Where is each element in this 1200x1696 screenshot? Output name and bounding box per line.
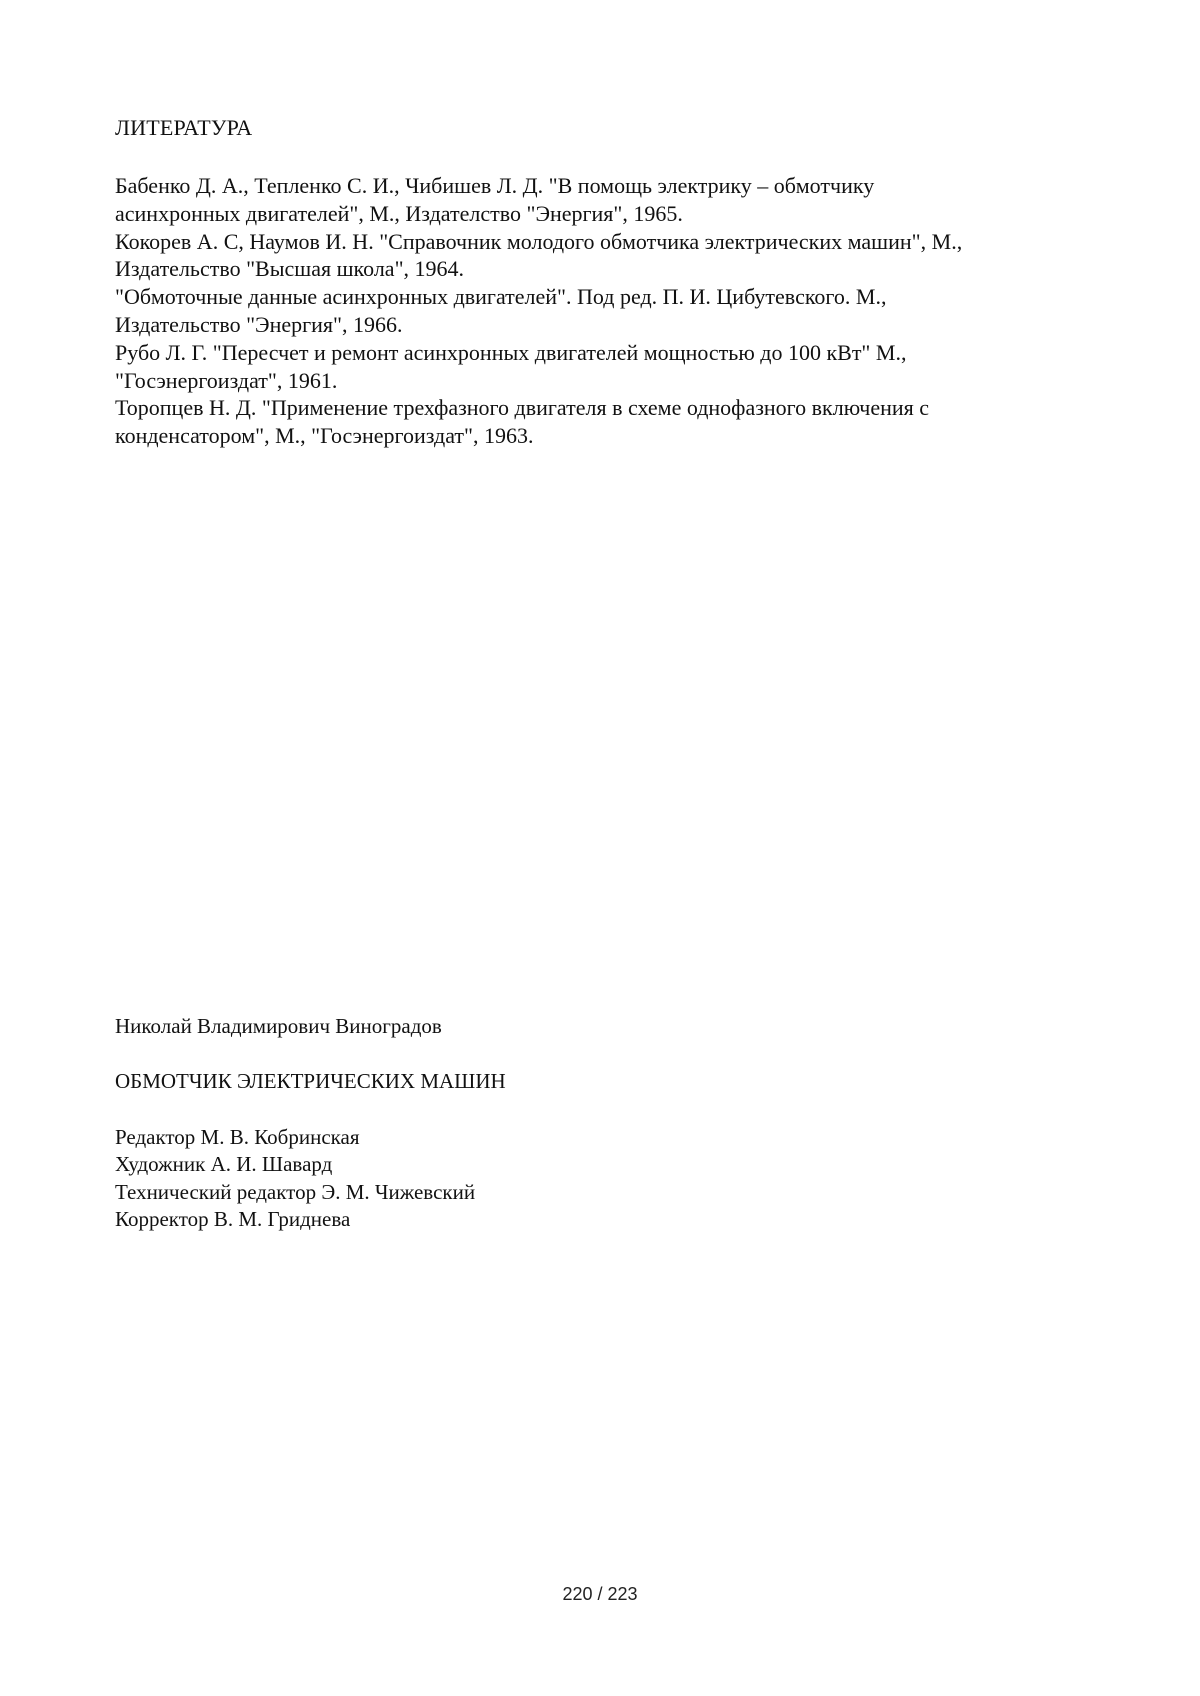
reference-item (115, 283, 1075, 339)
credit-artist: Художник А. И. Шавард (115, 1152, 333, 1177)
page-number: 220 / 223 (562, 1584, 638, 1604)
reference-line: конденсатором", М., "Госэнергоиздат", 1963. (115, 423, 534, 449)
reference-line: "Госэнергоиздат", 1961. (115, 367, 338, 393)
reference-line: Издательство "Энергия", 1966. (115, 311, 403, 337)
reference-item (115, 228, 1075, 284)
reference-line: асинхронных двигателей", М., Издателство "Энергия", 1965. (115, 200, 683, 226)
credit-technical-editor: Технический редактор Э. М. Чижевский (115, 1179, 476, 1204)
reference-line: Издательство "Высшая школа", 1964. (115, 256, 465, 282)
reference-item (115, 339, 1075, 395)
reference-line: Торопцев Н. Д. "Применение трехфазного двигателя в схеме однофазного включения с (115, 395, 930, 421)
book-title: ОБМОТЧИК ЭЛЕКТРИЧЕСКИХ МАШИН (115, 1069, 506, 1093)
reference-list (115, 172, 1075, 450)
credit-proofreader: Корректор В. М. Гриднева (115, 1206, 351, 1231)
section-heading: ЛИТЕРАТУРА (115, 115, 253, 140)
credits-list (115, 1124, 475, 1233)
reference-line: "Обмоточные данные асинхронных двигателей". Под ред. П. И. Цибутевского. М., (115, 284, 887, 310)
reference-item (115, 172, 1075, 228)
author-name: Николай Владимирович Виноградов (115, 1014, 442, 1038)
reference-line: Кокорев А. С, Наумов И. Н. "Справочник молодого обмотчика электрических машин", М., (115, 228, 963, 254)
reference-item (115, 394, 1075, 450)
reference-line: Бабенко Д. А., Тепленко С. И., Чибишев Л. Д. "В помощь электрику – обмотчику (115, 173, 875, 198)
reference-line: Рубо Л. Г. "Пересчет и ремонт асинхронных двигателей мощностью до 100 кВт" М., (115, 339, 907, 365)
credit-editor: Редактор М. В. Кобринская (115, 1125, 360, 1149)
